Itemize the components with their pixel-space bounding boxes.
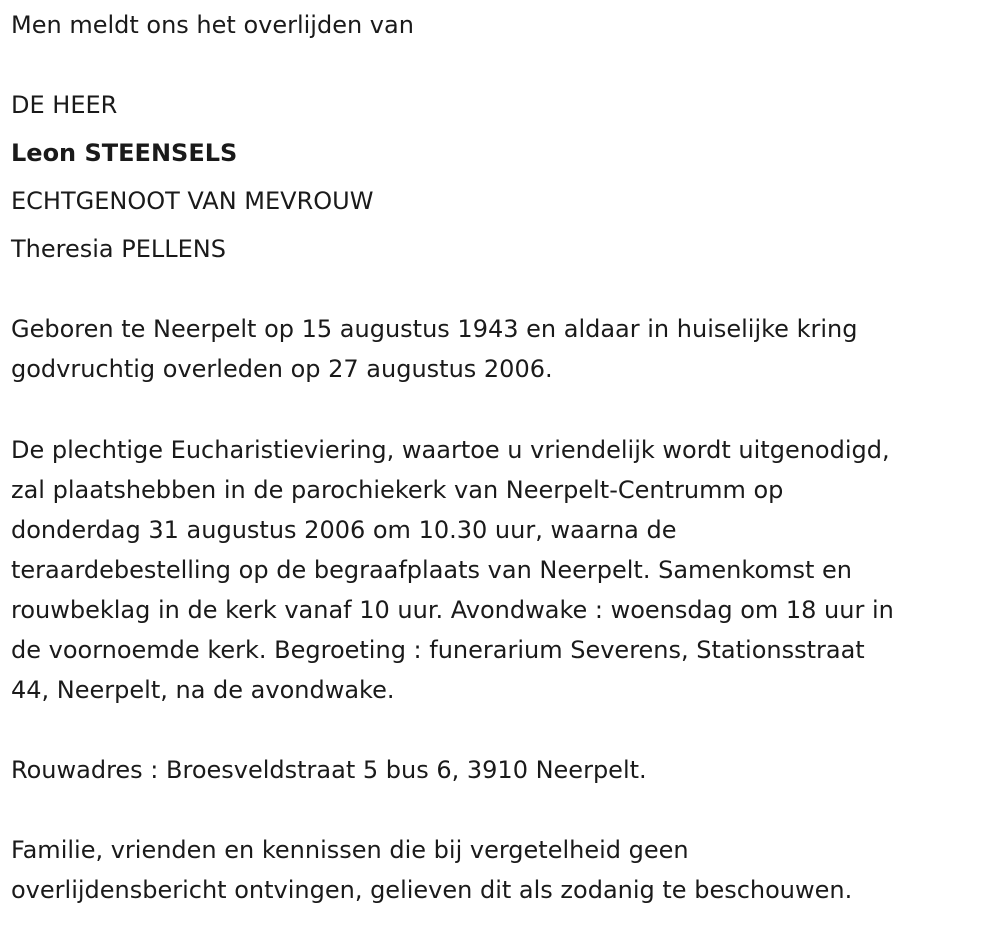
closing-line: overlijdensbericht ontvingen, gelieven dit als zodanig te beschouwen. — [11, 876, 853, 904]
ceremony-line: 44, Neerpelt, na de avondwake. — [11, 676, 395, 704]
title-prefix: DE HEER — [11, 91, 118, 119]
ceremony-line: rouwbeklag in de kerk vanaf 10 uur. Avondwake : woensdag om 18 uur in — [11, 596, 894, 624]
ceremony-line: donderdag 31 augustus 2006 om 10.30 uur, waarna de — [11, 516, 677, 544]
closing-line: Familie, vrienden en kennissen die bij vergetelheid geen — [11, 836, 689, 864]
intro-text: Men meldt ons het overlijden van — [11, 11, 414, 39]
spouse-label: ECHTGENOOT VAN MEVROUW — [11, 187, 374, 215]
deceased-name: Leon STEENSELS — [11, 139, 238, 167]
spouse-name: Theresia PELLENS — [11, 235, 226, 263]
birth-death-line: Geboren te Neerpelt op 15 augustus 1943 en aldaar in huiselijke kring — [11, 315, 858, 343]
ceremony-line: teraardebestelling op de begraafplaats van Neerpelt. Samenkomst en — [11, 556, 853, 584]
mourning-address: Rouwadres : Broesveldstraat 5 bus 6, 3910 Neerpelt. — [11, 756, 647, 784]
ceremony-line: De plechtige Eucharistieviering, waartoe u vriendelijk wordt uitgenodigd, — [11, 436, 890, 464]
ceremony-line: de voornoemde kerk. Begroeting : funerarium Severens, Stationsstraat — [11, 636, 865, 664]
birth-death-line: godvruchtig overleden op 27 augustus 2006. — [11, 355, 553, 383]
ceremony-line: zal plaatshebben in de parochiekerk van Neerpelt-Centrumm op — [11, 476, 784, 504]
